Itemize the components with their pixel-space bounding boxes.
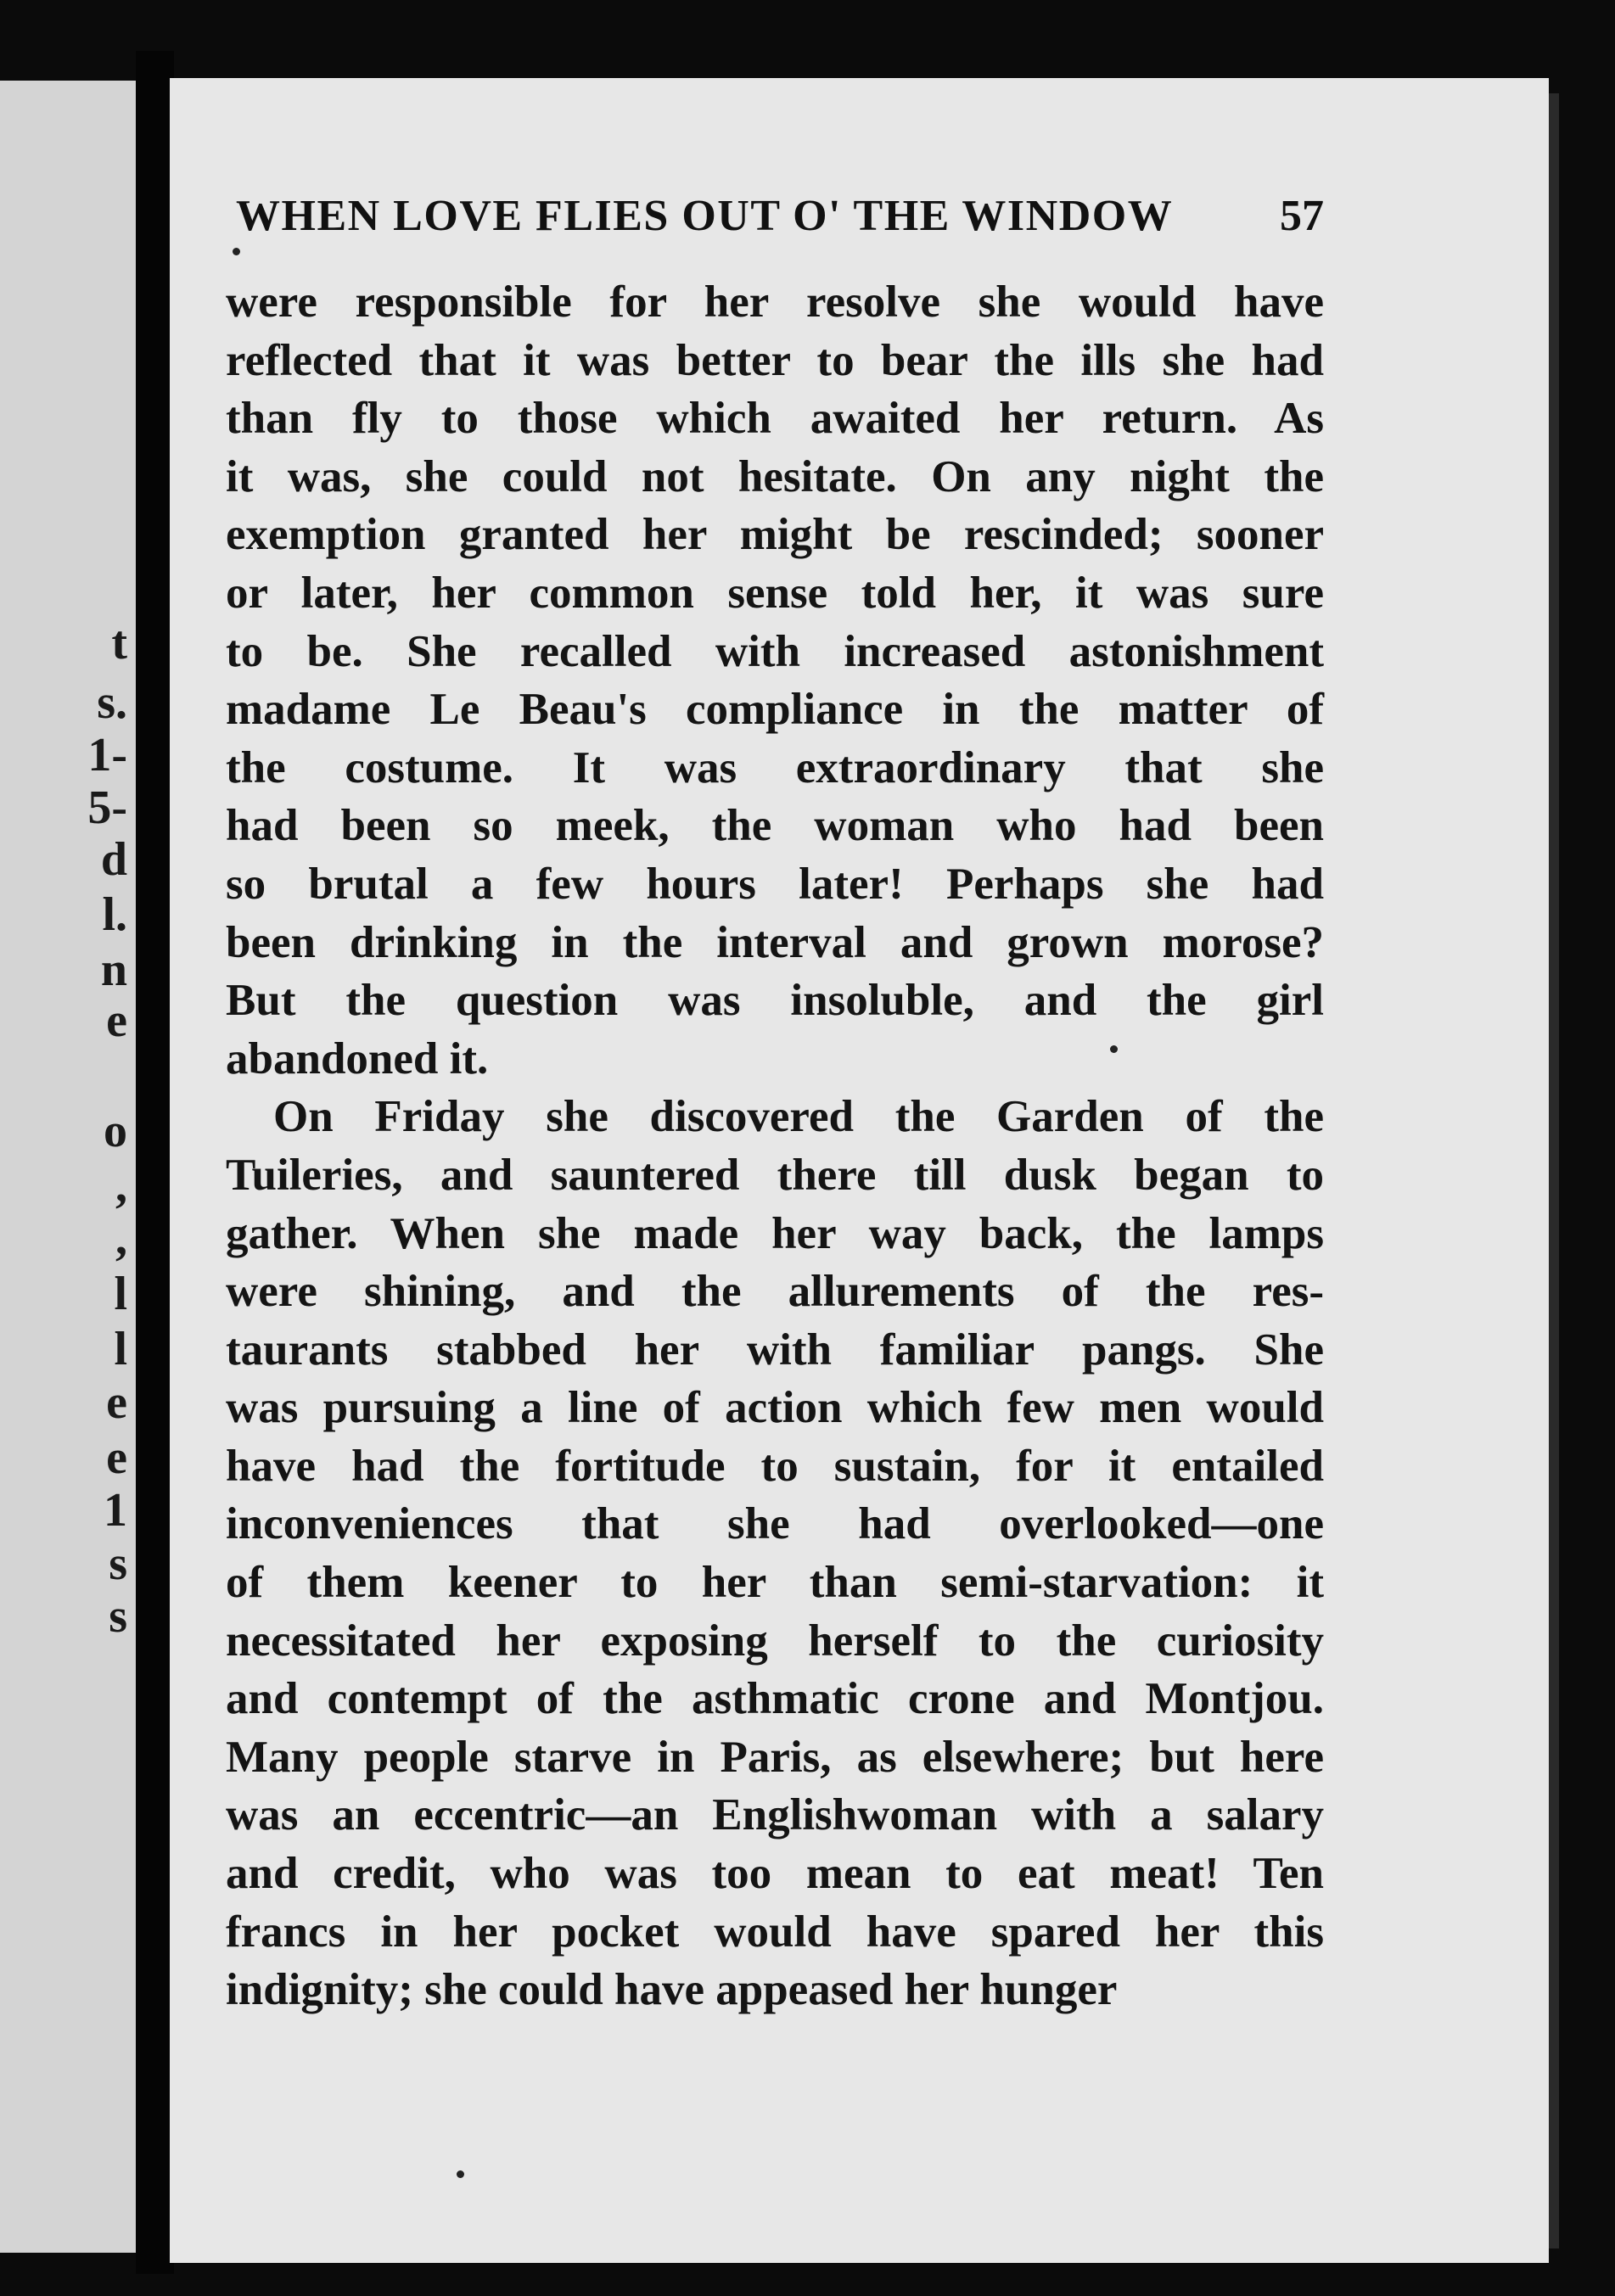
left-page-fragment: s	[109, 1590, 127, 1643]
paragraph	[226, 273, 1324, 1088]
print-speck	[1110, 1045, 1118, 1053]
left-page-fragment: ,	[115, 1212, 127, 1265]
text-line: to be. She recalled with increased astonishment	[226, 626, 1324, 676]
paragraph	[226, 1088, 1324, 2019]
text-line: have had the fortitude to sustain, for it entailed	[226, 1441, 1324, 1491]
book-binding	[136, 51, 174, 2274]
left-page-fragment: d	[100, 833, 127, 886]
text-line: of them keener to her than semi-starvation: it	[226, 1558, 1324, 1608]
text-line: and credit, who was too mean to eat meat! Ten	[226, 1849, 1324, 1899]
previous-page-edge	[0, 81, 136, 2253]
text-line: it was, she could not hesitate. On any night the	[226, 451, 1324, 501]
text-line: necessitated her exposing herself to the curiosity	[226, 1616, 1324, 1666]
left-page-fragment: s	[109, 1537, 127, 1590]
text-line: been drinking in the interval and grown morose?	[226, 917, 1324, 967]
text-line: abandoned it.	[226, 1033, 489, 1084]
text-line: taurants stabbed her with familiar pangs. She	[226, 1324, 1324, 1375]
left-page-fragment: e	[106, 1431, 127, 1484]
body-text	[226, 273, 1324, 2019]
text-line: so brutal a few hours later! Perhaps she had	[226, 859, 1324, 909]
left-page-fragment: 1	[104, 1484, 127, 1537]
left-page-fragment: l.	[102, 888, 127, 941]
left-page-fragment: e	[106, 994, 127, 1047]
page-number: 57	[1280, 192, 1324, 240]
left-page-fragment: 5-	[87, 781, 127, 834]
text-line: or later, her common sense told her, it was sure	[226, 568, 1324, 618]
text-line: and contempt of the asthmatic crone and Montjou.	[226, 1674, 1324, 1724]
left-page-fragment: l	[114, 1323, 127, 1375]
page-right-edge	[1549, 93, 1559, 2248]
text-line: On Friday she discovered the Garden of the	[273, 1092, 1324, 1142]
left-page-fragment: t	[111, 617, 127, 669]
left-page-fragment: e	[106, 1376, 127, 1429]
page-header	[236, 191, 1324, 250]
left-page-fragment: l	[114, 1268, 127, 1320]
text-line: madame Le Beau's compliance in the matter of	[226, 685, 1324, 735]
text-line: indignity; she could have appeased her hunger	[226, 1965, 1118, 2015]
text-line: francs in her pocket would have spared her this	[226, 1907, 1324, 1957]
text-line: inconveniences that she had overlooked—one	[226, 1499, 1324, 1549]
left-page-fragment: o	[104, 1105, 127, 1157]
text-line: than fly to those which awaited her return. As	[226, 394, 1324, 444]
left-page-fragment: s.	[97, 676, 127, 729]
text-line: had been so meek, the woman who had been	[226, 801, 1324, 851]
text-line: exemption granted her might be rescinded; sooner	[226, 510, 1324, 560]
text-line: gather. When she made her way back, the lamps	[226, 1208, 1324, 1258]
text-line: was pursuing a line of action which few men would	[226, 1383, 1324, 1433]
text-line: were responsible for her resolve she would have	[226, 277, 1324, 327]
text-line: was an eccentric—an Englishwoman with a salary	[226, 1790, 1324, 1840]
running-title: WHEN LOVE FLIES OUT O' THE WINDOW	[236, 192, 1174, 240]
text-line: But the question was insoluble, and the girl	[226, 976, 1324, 1026]
text-line: the costume. It was extraordinary that she	[226, 742, 1324, 792]
text-line: Tuileries, and sauntered there till dusk began to	[226, 1150, 1324, 1200]
text-line: Many people starve in Paris, as elsewhere; but here	[226, 1732, 1324, 1782]
text-line: were shining, and the allurements of the res-	[226, 1267, 1324, 1317]
text-line: reflected that it was better to bear the ills she had	[226, 335, 1324, 385]
print-speck	[457, 2170, 464, 2178]
left-page-fragment: ,	[115, 1160, 127, 1212]
print-speck	[233, 248, 240, 255]
left-page-fragment: n	[100, 944, 127, 996]
left-page-fragment: 1-	[87, 729, 127, 781]
